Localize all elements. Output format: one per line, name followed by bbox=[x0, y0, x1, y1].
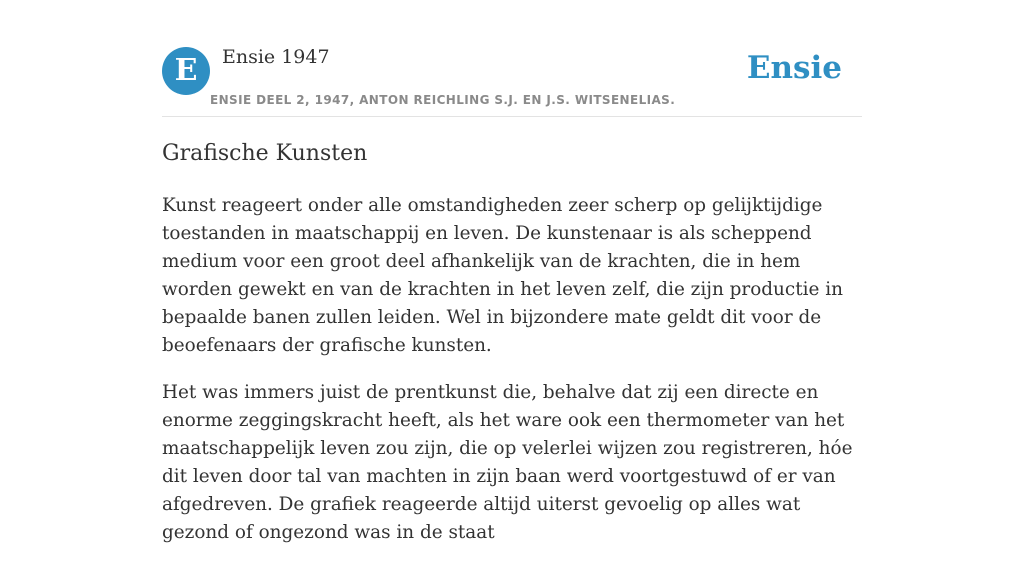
site-title[interactable]: Ensie 1947 bbox=[222, 46, 330, 68]
paragraph: Het was immers juist de prentkunst die, behalve dat zij een directe en enorme zeggingskracht heeft, als het ware ook een thermometer van het maatschappelijk leven zou zijn, die op velerlei wijzen zou registreren, hóe dit leven door tal van machten in zijn baan werd voortgestuwd of er van afgedreven. De grafiek reageerde altijd uiterst gevoelig op alles wat gezond of ongezond was in de staat bbox=[162, 382, 853, 543]
article-body bbox=[162, 192, 862, 566]
logo-icon[interactable]: E bbox=[162, 47, 210, 95]
source-subtitle: ENSIE DEEL 2, 1947, ANTON REICHLING S.J. EN J.S. WITSENELIAS. bbox=[210, 93, 676, 107]
article-title: Grafische Kunsten bbox=[162, 141, 368, 166]
content-container bbox=[162, 0, 862, 543]
brand-logo[interactable]: Ensie bbox=[746, 50, 842, 86]
site-header bbox=[162, 0, 862, 117]
paragraph: Kunst reageert onder alle omstandigheden zeer scherp op gelijktijdige toestanden in maatschappij en leven. De kunstenaar is als scheppend medium voor een groot deel afhankelijk van de krachten, die in hem worden gewekt en van de krachten in het leven zelf, die zijn productie in bepaalde banen zullen leiden. Wel in bijzondere mate geldt dit voor de beoefenaars der grafische kunsten. bbox=[162, 195, 843, 356]
